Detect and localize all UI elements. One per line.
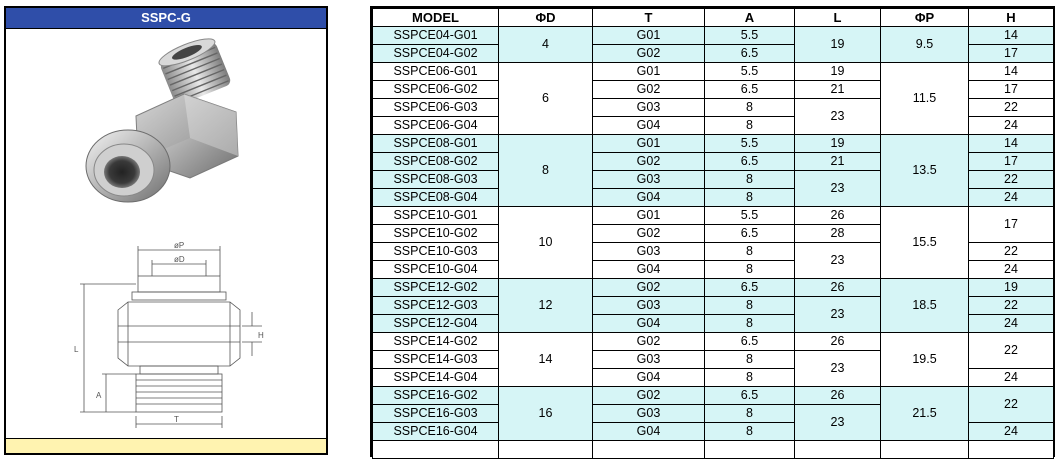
cell-h: 14 <box>969 63 1054 81</box>
cell-a: 6.5 <box>705 333 795 351</box>
cell-model: SSPCE08-G02 <box>373 153 499 171</box>
cell-l: 19 <box>795 135 881 153</box>
cell-h: 24 <box>969 261 1054 279</box>
cell-h: 24 <box>969 117 1054 135</box>
label-l: L <box>74 345 79 354</box>
cell-t: G02 <box>593 225 705 243</box>
cell-model: SSPCE06-G04 <box>373 117 499 135</box>
cell-h: 24 <box>969 189 1054 207</box>
cell-t: G01 <box>593 135 705 153</box>
cell-a: 6.5 <box>705 225 795 243</box>
cell-t: G03 <box>593 297 705 315</box>
cell-l: 26 <box>795 279 881 297</box>
table-row <box>373 207 1054 225</box>
cell-t: G01 <box>593 63 705 81</box>
cell-phi-d: 12 <box>499 279 593 333</box>
cell-phi-p: 19.5 <box>881 333 969 387</box>
cell-t: G03 <box>593 99 705 117</box>
cell-phi-p: 18.5 <box>881 279 969 333</box>
cell-l: 19 <box>795 27 881 63</box>
header-t: T <box>593 9 705 27</box>
cell-model: SSPCE06-G01 <box>373 63 499 81</box>
cell-a: 8 <box>705 369 795 387</box>
cell-h: 17 <box>969 45 1054 63</box>
cell-t: G02 <box>593 387 705 405</box>
cell-t: G02 <box>593 153 705 171</box>
cell-model: SSPCE16-G03 <box>373 405 499 423</box>
cell-h: 14 <box>969 27 1054 45</box>
header-h: H <box>969 9 1054 27</box>
cell-a: 6.5 <box>705 153 795 171</box>
cell-phi-p <box>881 441 969 459</box>
cell-h: 17 <box>969 207 1054 243</box>
header-l: L <box>795 9 881 27</box>
header-model: MODEL <box>373 9 499 27</box>
cell-l <box>795 441 881 459</box>
cell-a <box>705 441 795 459</box>
cell-h: 14 <box>969 135 1054 153</box>
cell-model: SSPCE14-G03 <box>373 351 499 369</box>
cell-t: G04 <box>593 261 705 279</box>
label-phi-d: øD <box>174 255 185 264</box>
cell-model: SSPCE14-G04 <box>373 369 499 387</box>
cell-a: 5.5 <box>705 27 795 45</box>
cell-model: SSPCE10-G02 <box>373 225 499 243</box>
cell-model: SSPCE08-G03 <box>373 171 499 189</box>
cell-l: 19 <box>795 63 881 81</box>
cell-a: 8 <box>705 297 795 315</box>
cell-t: G01 <box>593 27 705 45</box>
cell-t: G04 <box>593 189 705 207</box>
cell-a: 8 <box>705 351 795 369</box>
cell-l: 23 <box>795 171 881 207</box>
cell-h: 24 <box>969 423 1054 441</box>
header-phi-d: ΦD <box>499 9 593 27</box>
cell-a: 5.5 <box>705 207 795 225</box>
cell-phi-p: 13.5 <box>881 135 969 207</box>
cell-model: SSPCE12-G02 <box>373 279 499 297</box>
cell-a: 8 <box>705 171 795 189</box>
cell-phi-p: 11.5 <box>881 63 969 135</box>
cell-phi-d: 4 <box>499 27 593 63</box>
table-row <box>373 63 1054 81</box>
cell-model <box>373 441 499 459</box>
cell-model: SSPCE10-G04 <box>373 261 499 279</box>
cell-a: 8 <box>705 189 795 207</box>
table-row <box>373 279 1054 297</box>
cell-l: 21 <box>795 153 881 171</box>
cell-phi-d: 8 <box>499 135 593 207</box>
cell-t: G04 <box>593 315 705 333</box>
cell-a: 5.5 <box>705 135 795 153</box>
cell-h: 22 <box>969 387 1054 423</box>
cell-l: 23 <box>795 405 881 441</box>
cell-t: G03 <box>593 405 705 423</box>
cell-model: SSPCE10-G01 <box>373 207 499 225</box>
cell-model: SSPCE12-G03 <box>373 297 499 315</box>
dimension-drawing <box>66 240 276 430</box>
cell-h: 17 <box>969 153 1054 171</box>
cell-h: 19 <box>969 279 1054 297</box>
label-a: A <box>96 391 102 400</box>
cell-phi-d: 10 <box>499 207 593 279</box>
cell-l: 23 <box>795 297 881 333</box>
cell-phi-d: 14 <box>499 333 593 387</box>
cell-t: G02 <box>593 81 705 99</box>
product-photo <box>66 38 266 228</box>
cell-h: 22 <box>969 171 1054 189</box>
cell-t: G04 <box>593 423 705 441</box>
cell-t: G03 <box>593 171 705 189</box>
cell-t: G04 <box>593 369 705 387</box>
cell-l: 26 <box>795 387 881 405</box>
label-h: H <box>258 331 264 340</box>
table-row <box>373 387 1054 405</box>
cell-phi-d: 6 <box>499 63 593 135</box>
cell-l: 26 <box>795 207 881 225</box>
label-phi-p: øP <box>174 241 185 250</box>
cell-t: G04 <box>593 117 705 135</box>
cell-t: G03 <box>593 351 705 369</box>
cell-model: SSPCE08-G04 <box>373 189 499 207</box>
cell-model: SSPCE14-G02 <box>373 333 499 351</box>
cell-l: 23 <box>795 99 881 135</box>
table-row <box>373 27 1054 45</box>
cell-model: SSPCE08-G01 <box>373 135 499 153</box>
cell-h: 17 <box>969 81 1054 99</box>
cell-model: SSPCE16-G04 <box>373 423 499 441</box>
cell-a: 8 <box>705 261 795 279</box>
cell-phi-d: 16 <box>499 387 593 441</box>
cell-a: 6.5 <box>705 45 795 63</box>
cell-l: 23 <box>795 243 881 279</box>
cell-a: 8 <box>705 243 795 261</box>
cell-a: 8 <box>705 423 795 441</box>
table-row <box>373 441 1054 459</box>
cell-h: 22 <box>969 333 1054 369</box>
cell-h: 22 <box>969 297 1054 315</box>
cell-phi-p: 21.5 <box>881 387 969 441</box>
cell-h: 22 <box>969 243 1054 261</box>
cell-a: 8 <box>705 99 795 117</box>
cell-t: G01 <box>593 207 705 225</box>
table-row <box>373 135 1054 153</box>
spec-table-panel <box>370 6 1055 457</box>
cell-model: SSPCE06-G02 <box>373 81 499 99</box>
cell-t: G02 <box>593 279 705 297</box>
cell-l: 26 <box>795 333 881 351</box>
cell-phi-p: 15.5 <box>881 207 969 279</box>
cell-h: 22 <box>969 99 1054 117</box>
label-t: T <box>174 415 179 424</box>
table-row <box>373 333 1054 351</box>
cell-model: SSPCE10-G03 <box>373 243 499 261</box>
cell-h: 24 <box>969 315 1054 333</box>
cell-t: G02 <box>593 333 705 351</box>
cell-model: SSPCE04-G01 <box>373 27 499 45</box>
cell-a: 6.5 <box>705 387 795 405</box>
header-phi-p: ΦP <box>881 9 969 27</box>
cell-l: 28 <box>795 225 881 243</box>
cell-a: 8 <box>705 315 795 333</box>
cell-phi-p: 9.5 <box>881 27 969 63</box>
product-title: SSPC-G <box>6 8 326 29</box>
product-card <box>4 6 328 455</box>
cell-l: 21 <box>795 81 881 99</box>
cell-a: 6.5 <box>705 279 795 297</box>
cell-model: SSPCE16-G02 <box>373 387 499 405</box>
cell-a: 8 <box>705 405 795 423</box>
cell-a: 6.5 <box>705 81 795 99</box>
cell-a: 8 <box>705 117 795 135</box>
cell-l: 23 <box>795 351 881 387</box>
spec-table <box>372 8 1054 459</box>
cell-h: 24 <box>969 369 1054 387</box>
cell-t <box>593 441 705 459</box>
table-header-row <box>373 9 1054 27</box>
cell-t: G03 <box>593 243 705 261</box>
card-footer <box>6 438 326 453</box>
cell-h <box>969 441 1054 459</box>
cell-t: G02 <box>593 45 705 63</box>
cell-model: SSPCE04-G02 <box>373 45 499 63</box>
header-a: A <box>705 9 795 27</box>
cell-a: 5.5 <box>705 63 795 81</box>
cell-model: SSPCE12-G04 <box>373 315 499 333</box>
cell-model: SSPCE06-G03 <box>373 99 499 117</box>
cell-phi-d <box>499 441 593 459</box>
